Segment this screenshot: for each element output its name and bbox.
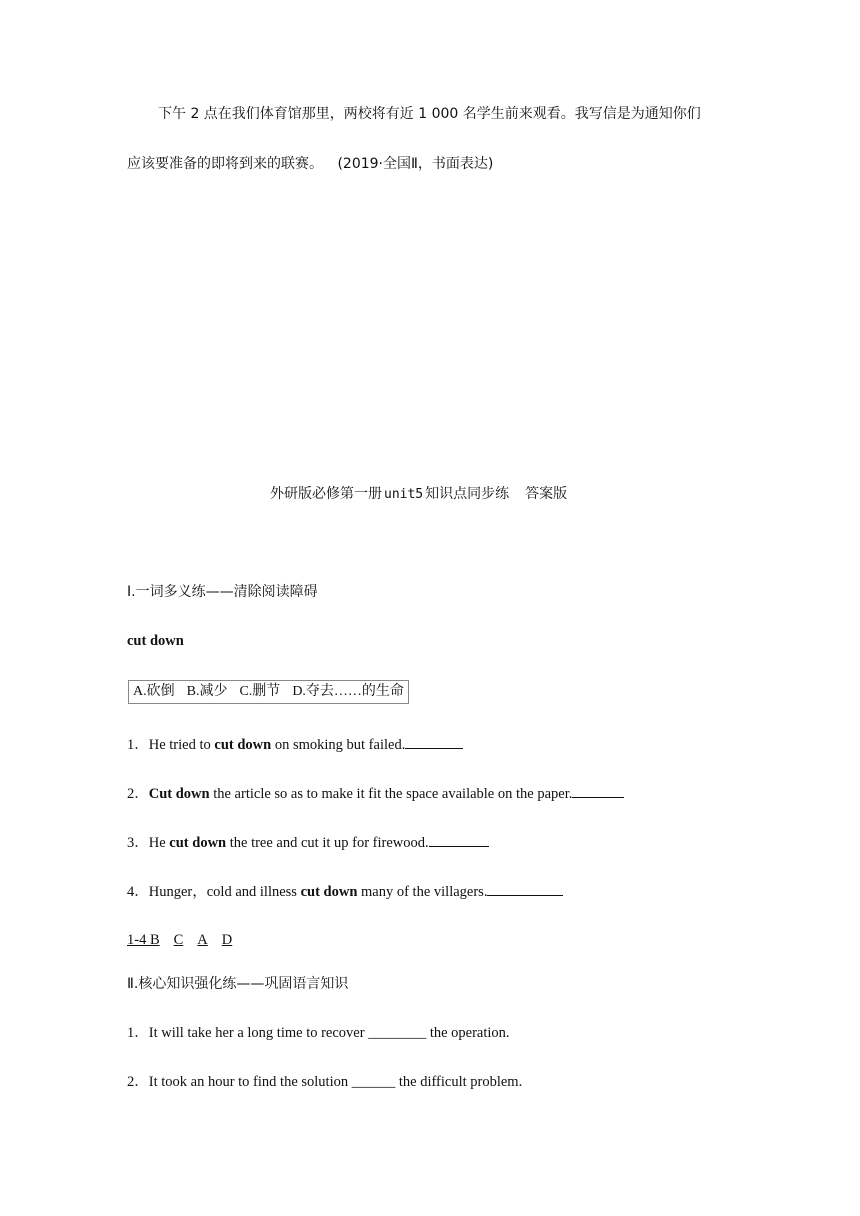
answer-value: A: [197, 932, 208, 948]
item-text: many of the villagers.: [357, 884, 488, 900]
answer-blank[interactable]: [429, 832, 489, 847]
source-note: (2019·全国Ⅱ，书面表达): [337, 156, 494, 172]
question-item: [127, 832, 489, 853]
question-item: [127, 1023, 510, 1043]
option-c: C.删节: [239, 684, 281, 699]
answer-value: C: [173, 932, 184, 948]
item-text: It will take her a long time to recover: [148, 1025, 369, 1041]
title-part3: 答案版: [525, 486, 568, 502]
item-number: 2．: [127, 1074, 149, 1090]
option-a: A.砍倒: [133, 684, 175, 699]
fill-blank[interactable]: ______: [351, 1074, 396, 1090]
item-bold-phrase: cut down: [214, 737, 272, 753]
item-text: He tried to: [148, 737, 215, 753]
item-number: 1．: [127, 1025, 149, 1041]
item-number: 1．: [127, 737, 149, 753]
answer-value: 1-4 B: [127, 932, 160, 948]
intro-line-1: 下午 2 点在我们体育馆那里，两校将有近 1 000 名学生前来观看。我写信是为通知你们: [158, 106, 701, 122]
answer-blank[interactable]: [487, 881, 563, 896]
option-b: B.减少: [186, 684, 228, 699]
fill-blank[interactable]: ________: [368, 1025, 427, 1041]
item-text: the tree and cut it up for firewood.: [226, 835, 429, 851]
answer-key: [127, 930, 232, 950]
item-number: 4．: [127, 884, 149, 900]
section1-heading: Ⅰ.一词多义练——清除阅读障碍: [127, 584, 318, 600]
title-part2: 知识点同步练: [425, 486, 510, 502]
answer-value: D: [221, 932, 233, 948]
phrase-cut-down: cut down: [127, 633, 184, 649]
question-item: [127, 734, 463, 755]
item-text: It took an hour to find the solution: [148, 1074, 352, 1090]
question-item: [127, 1072, 522, 1092]
item-text: Hunger，cold and illness: [148, 884, 301, 900]
item-number: 3．: [127, 835, 149, 851]
item-bold-phrase: Cut down: [148, 786, 210, 802]
answer-blank[interactable]: [405, 734, 463, 749]
item-text: the difficult problem.: [395, 1074, 523, 1090]
section2-heading: Ⅱ.核心知识强化练——巩固语言知识: [127, 976, 349, 992]
item-text: the operation.: [426, 1025, 510, 1041]
question-item: [127, 881, 563, 902]
intro-line-2: [127, 154, 493, 174]
answer-blank[interactable]: [572, 783, 624, 798]
item-text: the article so as to make it fit the space available on the paper.: [209, 786, 573, 802]
item-text: on smoking but failed.: [271, 737, 406, 753]
title-unit: unit5: [384, 487, 424, 502]
page-title: [270, 484, 567, 505]
item-bold-phrase: cut down: [300, 884, 358, 900]
option-d: D.夺去……的生命: [292, 684, 404, 699]
options-box: [128, 680, 409, 704]
title-part1: 外研版必修第一册: [270, 486, 382, 502]
item-text: He: [148, 835, 170, 851]
item-number: 2．: [127, 786, 149, 802]
item-bold-phrase: cut down: [169, 835, 227, 851]
question-item: [127, 783, 624, 804]
intro-line-2-text: 应该要准备的即将到来的联赛。: [127, 156, 323, 172]
